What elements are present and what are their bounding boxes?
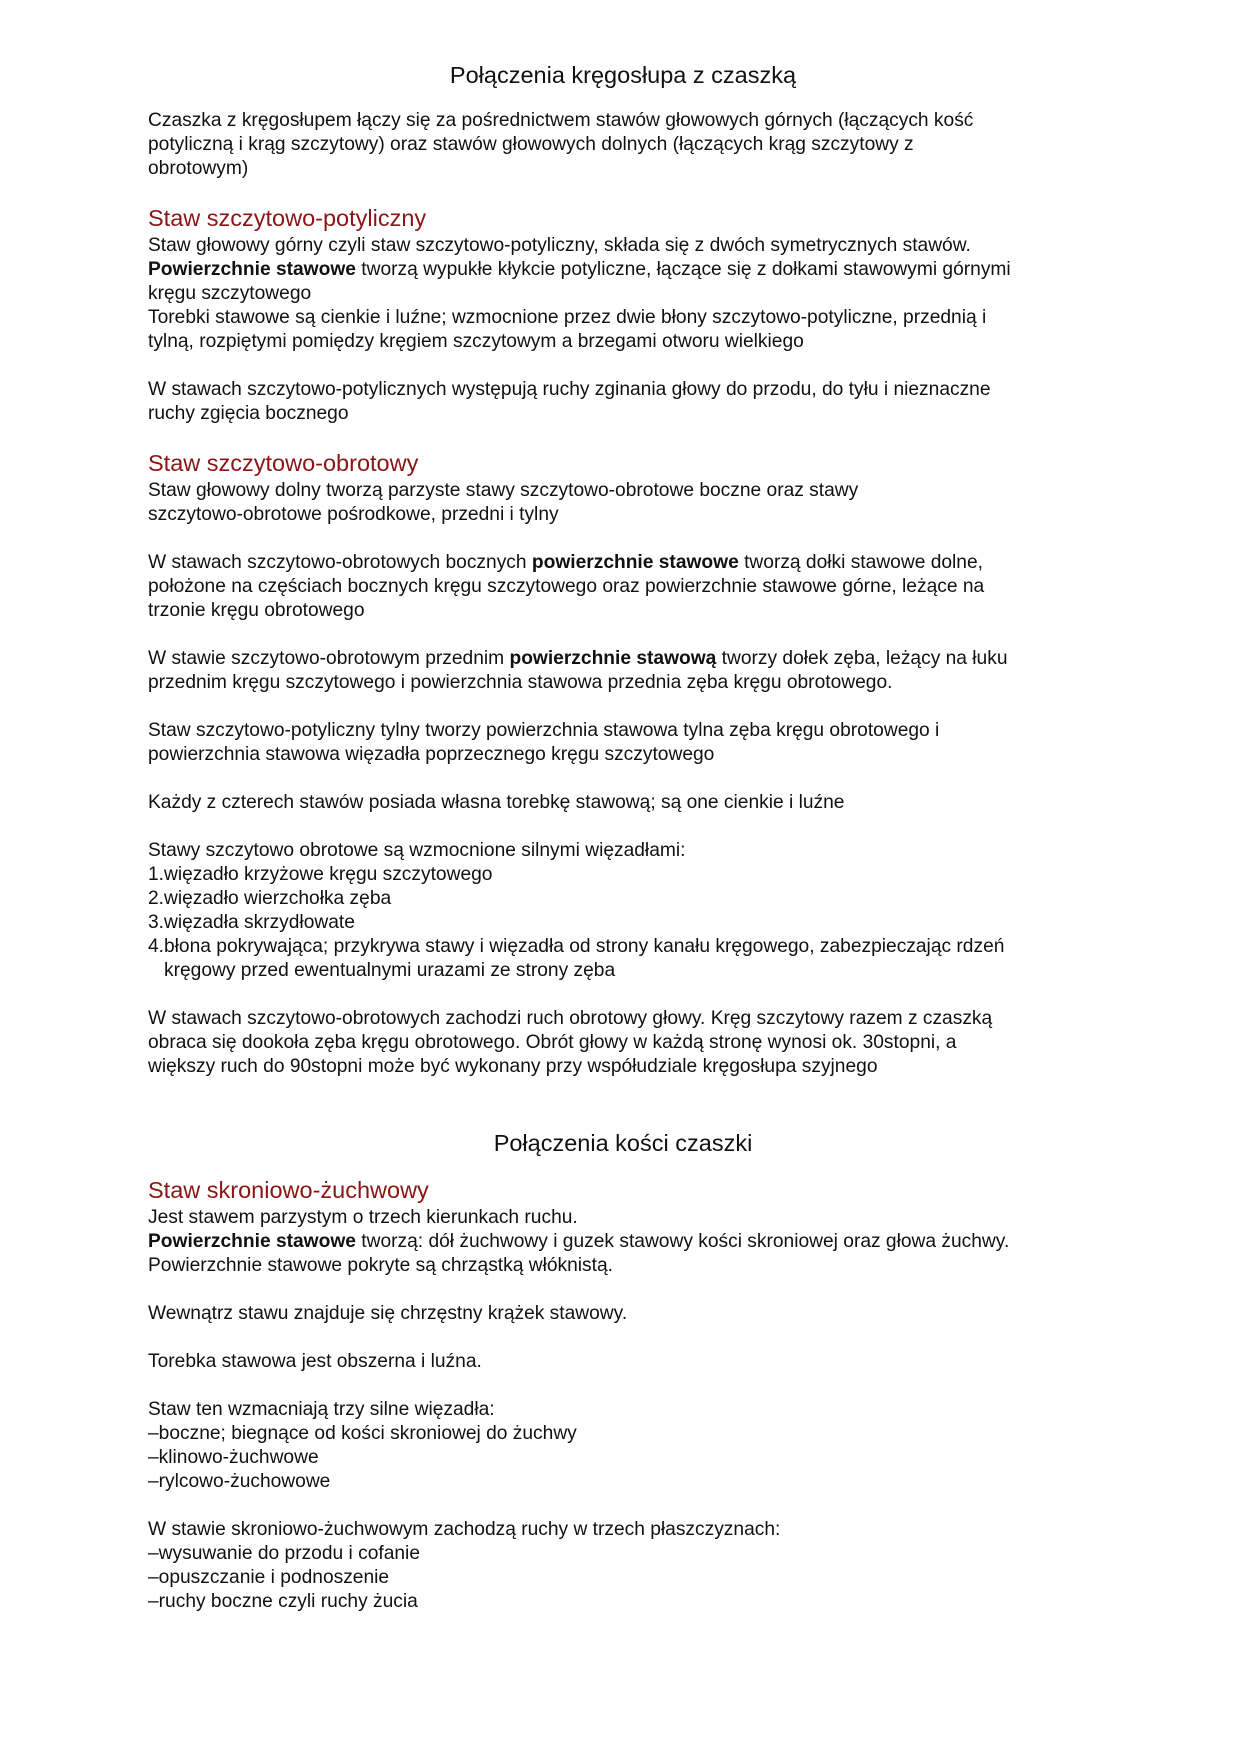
text-line — [148, 647, 1098, 671]
list-intro: Staw ten wzmacniają trzy silne więzadła: — [148, 1399, 495, 1420]
text-line — [148, 258, 1098, 282]
text-line: Staw szczytowo-potyliczny tylny tworzy powierzchnia stawowa tylna zęba kręgu obrotowego i — [148, 720, 940, 741]
text-line: Powierzchnie stawowe pokryte są chrząstką włóknistą. — [148, 1255, 613, 1276]
section-title: Połączenia kości czaszki — [493, 1130, 753, 1156]
text-line: potyliczną i krąg szczytowy) oraz stawów głowowych dolnych (łączących krąg szczytowy z — [148, 134, 914, 155]
staw1-text — [148, 234, 1098, 426]
text-line: szczytowo-obrotowe pośrodkowe, przedni i tylny — [148, 504, 559, 525]
spacer — [148, 1326, 1098, 1350]
text-line: obraca się dookoła zęba kręgu obrotowego. Obrót głowy w każdą stronę wynosi ok. 30stopni, a — [148, 1032, 957, 1053]
text-line: powierzchnia stawowa więzadła poprzecznego kręgu szczytowego — [148, 744, 715, 765]
list-item: –wysuwanie do przodu i cofanie — [148, 1543, 420, 1564]
text-line: Wewnątrz stawu znajduje się chrzęstny krążek stawowy. — [148, 1303, 628, 1324]
text-span: tworzą: dół żuchwowy i guzek stawowy kości skroniowej oraz głowa żuchwy. — [355, 1231, 1010, 1252]
text-line: większy ruch do 90stopni może być wykonany przy współudziale kręgosłupa szyjnego — [148, 1056, 878, 1077]
page-title: Połączenia kręgosłupa z czaszką — [449, 62, 797, 88]
text-line: W stawach szczytowo-potylicznych występują ruchy zginania głowy do przodu, do tyłu i nieznaczne — [148, 379, 991, 400]
list-item: 1.więzadło krzyżowe kręgu szczytowego — [148, 864, 493, 885]
text-line: kręgu szczytowego — [148, 283, 312, 304]
staw3-text — [148, 1206, 1098, 1614]
section-heading: Staw szczytowo-potyliczny — [148, 205, 427, 231]
bold-term: Powierzchnie stawowe — [148, 259, 356, 280]
spacer — [148, 623, 1098, 647]
intro-paragraph — [148, 109, 1098, 181]
spacer — [148, 1494, 1098, 1518]
list-item: 2.więzadło wierzchołka zęba — [148, 888, 392, 909]
list-item: –boczne; biegnące od kości skroniowej do żuchwy — [148, 1423, 577, 1444]
text-line: W stawach szczytowo-obrotowych zachodzi ruch obrotowy głowy. Kręg szczytowy razem z czaszką — [148, 1008, 993, 1029]
bold-term: powierzchnie stawowe — [531, 552, 739, 573]
text-line: ruchy zgięcia bocznego — [148, 403, 349, 424]
text-span: W stawie szczytowo-obrotowym przednim — [148, 648, 510, 669]
list-item: –ruchy boczne czyli ruchy żucia — [148, 1591, 418, 1612]
text-line: tylną, rozpiętymi pomiędzy kręgiem szczytowym a brzegami otworu wielkiego — [148, 331, 804, 352]
text-line: Torebki stawowe są cienkie i luźne; wzmocnione przez dwie błony szczytowo-potyliczne, przednią i — [148, 307, 987, 328]
staw2-text — [148, 479, 1098, 1079]
text-span: tworzą dołki stawowe dolne, — [738, 552, 983, 573]
spacer — [148, 527, 1098, 551]
list-item-continuation: kręgowy przed ewentualnymi urazami ze strony zęba — [164, 960, 616, 981]
text-line: położone na częściach bocznych kręgu szczytowego oraz powierzchnie stawowe górne, leżące na — [148, 576, 985, 597]
text-line — [148, 551, 1098, 575]
spacer — [148, 983, 1098, 1007]
spacer — [148, 1278, 1098, 1302]
text-line: Staw głowowy dolny tworzą parzyste stawy szczytowo-obrotowe boczne oraz stawy — [148, 480, 859, 501]
list-item: 4.błona pokrywająca; przykrywa stawy i więzadła od strony kanału kręgowego, zabezpieczając rdzeń — [148, 936, 1005, 957]
text-line: Torebka stawowa jest obszerna i luźna. — [148, 1351, 482, 1372]
document-page — [148, 55, 1098, 1614]
text-line: przednim kręgu szczytowego i powierzchnia stawowa przednia zęba kręgu obrotowego. — [148, 672, 893, 693]
section-heading: Staw skroniowo-żuchwowy — [148, 1177, 429, 1203]
text-line: Każdy z czterech stawów posiada własna torebkę stawową; są one cienkie i luźne — [148, 792, 845, 813]
text-line — [148, 1230, 1098, 1254]
text-line: trzonie kręgu obrotowego — [148, 600, 365, 621]
spacer — [148, 815, 1098, 839]
text-line: Jest stawem parzystym o trzech kierunkach ruchu. — [148, 1207, 578, 1228]
text-line: Czaszka z kręgosłupem łączy się za pośrednictwem stawów głowowych górnych (łączących kość — [148, 110, 974, 131]
bold-term: Powierzchnie stawowe — [148, 1231, 356, 1252]
list-item: –opuszczanie i podnoszenie — [148, 1567, 390, 1588]
text-line: Staw głowowy górny czyli staw szczytowo-potyliczny, składa się z dwóch symetrycznych stawów. — [148, 235, 971, 256]
spacer — [148, 1374, 1098, 1398]
list-item: 3.więzadła skrzydłowate — [148, 912, 355, 933]
list-intro: W stawie skroniowo-żuchwowym zachodzą ruchy w trzech płaszczyznach: — [148, 1519, 781, 1540]
list-item: –klinowo-żuchwowe — [148, 1447, 319, 1468]
list-intro: Stawy szczytowo obrotowe są wzmocnione silnymi więzadłami: — [148, 840, 686, 861]
spacer — [148, 767, 1098, 791]
text-span: tworzy dołek zęba, leżący na łuku — [716, 648, 1008, 669]
text-span: tworzą wypukłe kłykcie potyliczne, łączące się z dołkami stawowymi górnymi — [355, 259, 1011, 280]
section-heading: Staw szczytowo-obrotowy — [148, 450, 419, 476]
list-item: –rylcowo-żuchowowe — [148, 1471, 331, 1492]
text-line: obrotowym) — [148, 158, 249, 179]
text-span: W stawach szczytowo-obrotowych bocznych — [148, 552, 532, 573]
spacer — [148, 354, 1098, 378]
bold-term: powierzchnie stawową — [509, 648, 717, 669]
spacer — [148, 695, 1098, 719]
